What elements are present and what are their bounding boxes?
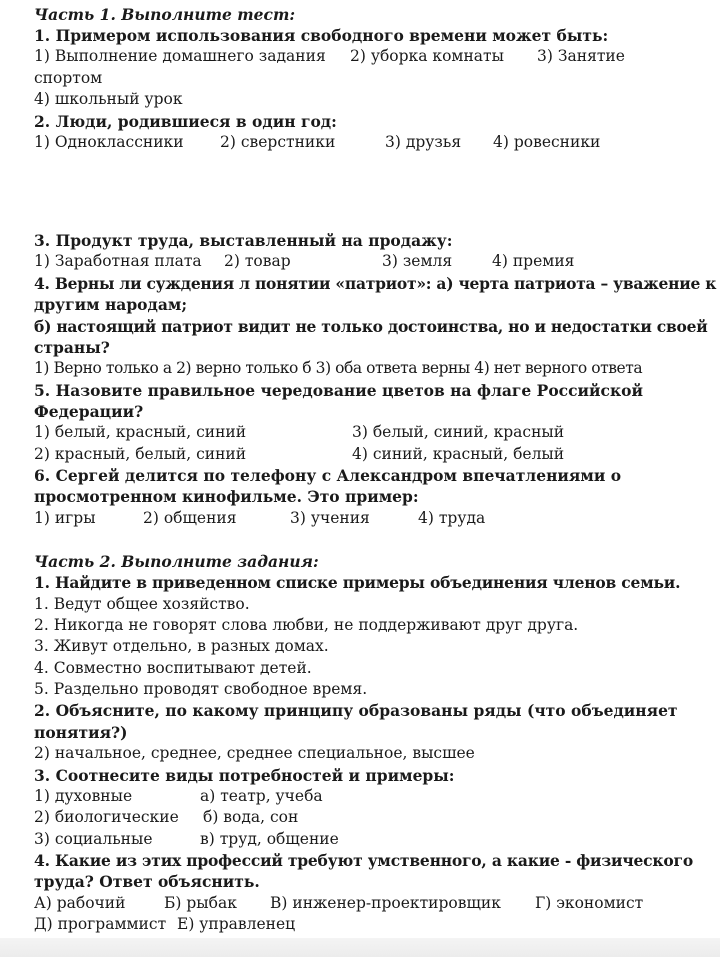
t3-example: а) театр, учеба [200,787,323,805]
q1-title: 1. Примером использования свободного времени может быть: [34,26,609,45]
t2-title-line-1: 2. Объясните, по какому принципу образованы ряды (что объединяет [34,701,678,720]
q5-option-4: 4) синий, красный, белый [352,445,565,463]
t1-item: 3. Живут отдельно, в разных домах. [34,637,329,655]
q4-title-line-2: другим народам; [34,295,188,314]
t4-title-line-1: 4. Какие из этих профессий требуют умственного, а какие - физического [34,851,693,870]
t4-profession-v: В) инженер-проектировщик [270,894,501,912]
q1-option-1: 1) Выполнение домашнего задания [34,47,326,65]
q6-option-1: 1) игры [34,509,96,527]
q3-option-3: 3) земля [382,252,453,270]
q6-title-line-2: просмотренном кинофильме. Это пример: [34,487,419,506]
page-bottom-shadow [0,938,720,957]
t4-title-line-2: труда? Ответ объяснить. [34,872,260,891]
t4-profession-e: Е) управленец [177,915,296,933]
q3-option-2: 2) товар [224,252,291,270]
q5-title-line-1: 5. Назовите правильное чередование цветов на флаге Российской [34,381,644,400]
t3-title: 3. Соотнесите виды потребностей и примеры: [34,766,455,785]
t1-item: 2. Никогда не говорят слова любви, не поддерживают друг друга. [34,616,579,634]
t1-title: 1. Найдите в приведенном списке примеры объединения членов семьи. [34,573,681,592]
q6-option-4: 4) труда [418,509,486,527]
q3-title: 3. Продукт труда, выставленный на продажу: [34,231,453,250]
part1-heading: Часть 1. Выполните тест: [34,5,296,24]
q2-option-3: 3) друзья [385,133,462,151]
q6-option-2: 2) общения [143,509,237,527]
q4-title-line-1: 4. Верны ли суждения л понятии «патриот»: а) черта патриота – уважение к [34,274,717,293]
q2-option-2: 2) сверстники [220,133,336,151]
t3-need: 3) социальные [34,830,153,848]
q2-option-4: 4) ровесники [493,133,601,151]
t3-example: б) вода, сон [203,808,299,826]
t2-title-line-2: понятия?) [34,723,128,742]
q5-option-2: 2) красный, белый, синий [34,445,247,463]
q4-options: 1) Верно только а 2) верно только б 3) оба ответа верны 4) нет верного ответа [34,359,643,377]
t1-item: 5. Раздельно проводят свободное время. [34,680,368,698]
t4-profession-b: Б) рыбак [164,894,237,912]
q5-option-1: 1) белый, красный, синий [34,423,247,441]
part2-heading: Часть 2. Выполните задания: [34,552,319,571]
q2-title: 2. Люди, родившиеся в один год: [34,112,337,131]
q2-option-1: 1) Одноклассники [34,133,184,151]
t3-need: 2) биологические [34,808,179,826]
q1-option-3: 3) Занятие [537,47,625,65]
q5-option-3: 3) белый, синий, красный [352,423,565,441]
t3-need: 1) духовные [34,787,133,805]
q1-option-4: 4) школьный урок [34,90,183,108]
t3-example: в) труд, общение [200,830,339,848]
q1-option-3-cont: спортом [34,69,103,87]
q6-title-line-1: 6. Сергей делится по телефону с Александром впечатлениями о [34,466,622,485]
q4-title-line-4: страны? [34,338,110,357]
q3-option-1: 1) Заработная плата [34,252,202,270]
t4-profession-g: Г) экономист [535,894,644,912]
q3-option-4: 4) премия [492,252,575,270]
t4-profession-d: Д) программист [34,915,167,933]
t1-item: 1. Ведут общее хозяйство. [34,595,250,613]
q6-option-3: 3) учения [290,509,370,527]
q4-title-line-3: б) настоящий патриот видит не только достоинства, но и недостатки своей [34,317,708,336]
q1-option-2: 2) уборка комнаты [350,47,504,65]
t2-row: 2) начальное, среднее, среднее специальное, высшее [34,744,475,762]
t1-item: 4. Совместно воспитывают детей. [34,659,312,677]
q5-title-line-2: Федерации? [34,402,144,421]
t4-profession-a: А) рабочий [34,894,126,912]
